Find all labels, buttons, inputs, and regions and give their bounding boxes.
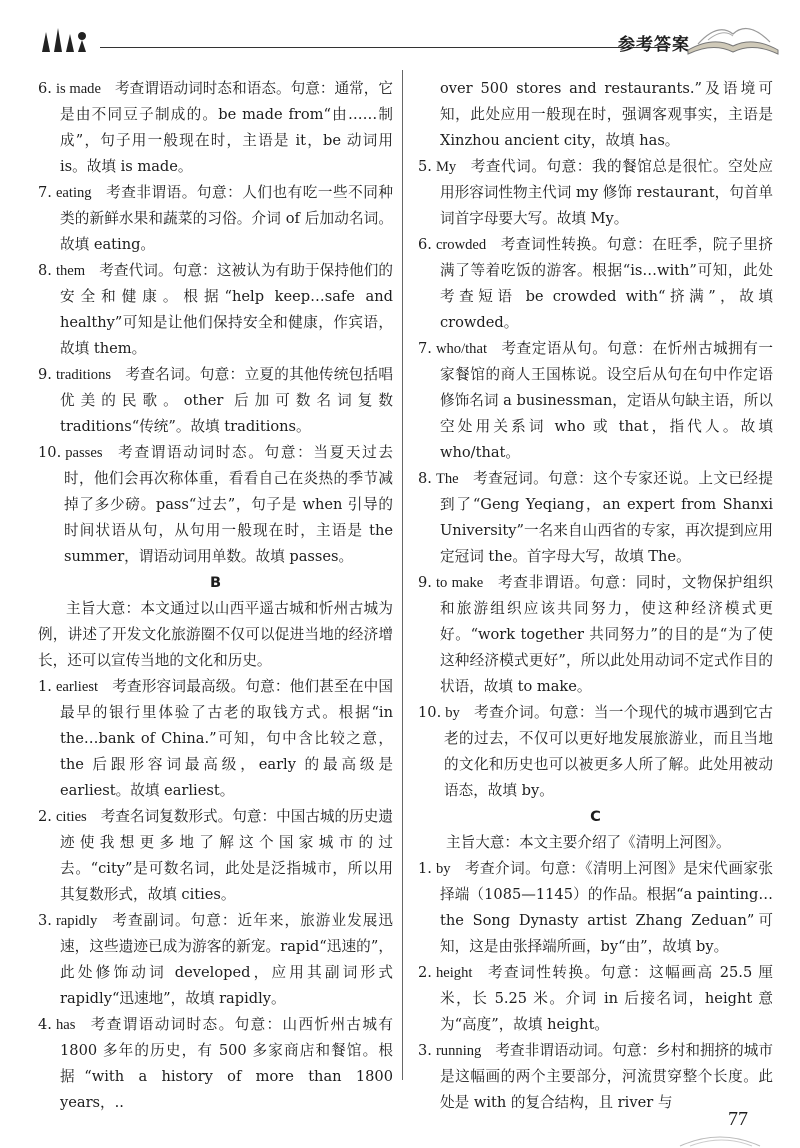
left-column	[38, 76, 393, 1116]
page-header	[0, 0, 800, 60]
book-illustration-icon	[678, 14, 788, 60]
right-column	[418, 76, 773, 1116]
answer-item: 10. by 考查介词。句意：当一个现代的城市遇到它古老的过去，不仅可以更好地发展旅游业，而且当地的文化和历史也可以被更多人所了解。此处用被动语态，故填 by。	[418, 704, 773, 799]
answer-item: 5. My 考查代词。句意：我的餐馆总是很忙。空处应用形容词性物主代词 my 修饰 restaurant，句首单词首字母要大写。故填 My。	[418, 158, 773, 227]
answer-item: 2. cities 考查名词复数形式。句意：中国古城的历史遗迹使我想更多地了解这个国家城市的过去。“city”是可数名词，此处是泛指城市，所以用其复数形式，故填 cities。	[38, 808, 393, 903]
answer-item: 9. traditions 考查名词。句意：立夏的其他传统包括唱优美的民歌。other 后加可数名词复数 traditions“传统”。故填 traditions。	[38, 366, 393, 435]
answer-item: 8. them 考查代词。句意：这被认为有助于保持他们的安全和健康。根据“help keep…safe and healthy”可知是让他们保持安全和健康，作宾语，故填 them。	[38, 262, 393, 357]
header-title: 参考答案	[618, 35, 690, 55]
answer-item: 2. height 考查词性转换。句意：这幅画高 25.5 厘米，长 5.25 米。介词 in 后接名词，height 意为“高度”，故填 height。	[418, 964, 773, 1033]
answer-item: 6. crowded 考查词性转换。句意：在旺季，院子里挤满了等着吃饭的游客。根据“is…with”可知，此处考查短语 be crowded with“挤满”，故填 crowded。	[418, 236, 773, 331]
section-c-heading: C	[590, 808, 601, 825]
answer-item: 3. rapidly 考查副词。句意：近年来，旅游业发展迅速，这些遗迹已成为游客的新宠。rapid“迅速的”，此处修饰动词 developed，应用其副词形式 rapidly“迅速地”，故填 rapidly。	[38, 912, 393, 1007]
header-rule	[100, 47, 670, 48]
answer-item: 3. running 考查非谓语动词。句意：乡村和拥挤的城市是这幅画的两个主要部分，河流贯穿整个长度。此处是 with 的复合结构，且 river 与	[418, 1042, 773, 1111]
answer-item: 10. passes 考查谓语动词时态。句意：当夏天过去时，他们会再次称体重，看看自己在炎热的季节减掉了多少磅。pass“过去”，句子是 when 引导的时间状语从句，从句用一般现在时，主语是 the summer，谓语动词用单数。故填 passes。	[38, 444, 393, 565]
answer-item: 1. earliest 考查形容词最高级。句意：他们甚至在中国最早的银行里体验了古老的取钱方式。根据“in the…bank of China.”可知，句中含比较之意，the 后跟形容词最高级，early 的最高级是 earliest。故填 earliest。	[38, 678, 393, 799]
answer-item: 1. by 考查介词。句意：《清明上河图》是宋代画家张择端（1085—1145）的作品。根据“a painting…the Song Dynasty artist Zhang Zeduan”可知，这是由张择端所画，by“由”，故填 by。	[418, 860, 773, 955]
section-b-heading: B	[209, 574, 222, 591]
answer-item: 9. to make 考查非谓语。句意：同时，文物保护组织和旅游组织应该共同努力，使这种经济模式更好。“work together 共同努力”的目的是“为了使这种经济模式更好”，所以此处用动词不定式作目的状语，故填 to make。	[418, 574, 773, 695]
section-c-summary: 主旨大意：本文主要介绍了《清明上河图》。	[446, 834, 731, 851]
column-divider	[402, 70, 403, 1080]
answer-item: 8. The 考查冠词。句意：这个专家还说。上文已经提到了“Geng Yeqiang，an expert from Shanxi University”一名来自山西省的专家，再次提到应用定冠词 the。首字母大写，故填 The。	[418, 470, 773, 565]
page-number: 77	[728, 1108, 748, 1130]
answer-item: 6. is made 考查谓语动词时态和语态。句意：通常，它是由不同豆子制成的。be made from“由……制成”，句子用一般现在时，主语是 it，be 动词用 is。故填 is made。	[38, 80, 393, 175]
answer-item: 7. eating 考查非谓语。句意：人们也有吃一些不同种类的新鲜水果和蔬菜的习俗。介词 of 后加动名词。故填 eating。	[38, 184, 393, 253]
continued-text: over 500 stores and restaurants.”及语境可知，此处应用一般现在时，强调客观事实，主语是 Xinzhou ancient city，故填 has。	[440, 80, 773, 149]
answer-item: 7. who/that 考查定语从句。句意：在忻州古城拥有一家餐馆的商人王国栋说。设空后从句在句中作定语修饰名词 a businessman，定语从句缺主语，所以空处用关系词 who 或 that，指代人。故填 who/that。	[418, 340, 773, 461]
answer-item: 4. has 考查谓语动词时态。句意：山西忻州古城有 1800 多年的历史，有 500 多家商店和餐馆。根据“with a history of more than 1800 years，..	[38, 1016, 393, 1111]
section-b-summary: 主旨大意：本文通过以山西平遥古城和忻州古城为例，讲述了开发文化旅游圈不仅可以促进当地的经济增长，还可以宣传当地的文化和历史。	[38, 600, 393, 669]
publisher-logo-icon	[38, 26, 98, 54]
